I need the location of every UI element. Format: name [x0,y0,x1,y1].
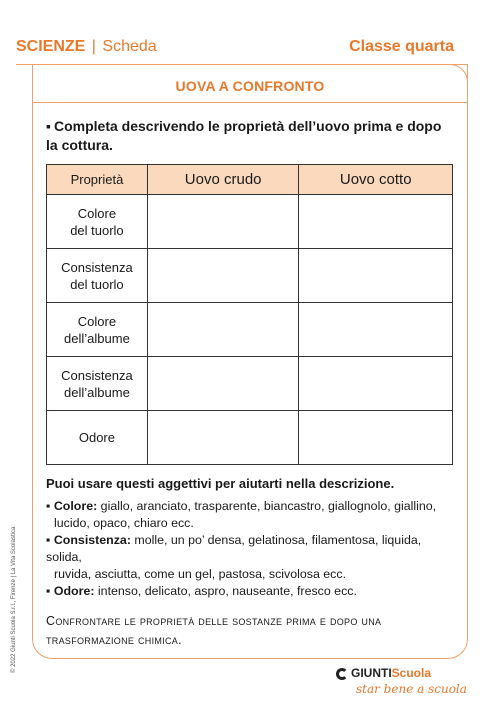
list-item-consistenza [46,532,456,566]
table-row [47,249,453,303]
header-raw-egg: Uovo crudo [147,165,299,195]
adjectives-list [46,498,456,600]
colore-line2: lucido, opaco, chiaro ecc. [54,516,194,530]
answer-cell-raw[interactable] [147,303,299,357]
bullet-icon: ▪ [46,499,54,513]
answer-cell-raw[interactable] [147,411,299,465]
consistenza-line1: molle, un po’ densa, gelatinosa, filamentosa, liquida, solida, [46,533,422,564]
copyright-note: © 2022 Giunti Scuola S.r.l., Firenze | La Vita Scolastica [11,526,17,673]
colore-line1: giallo, aranciato, trasparente, biancastro, giallognolo, giallino, [100,499,437,513]
logo-brand-name: GIUNTI [351,666,392,680]
row-label [47,357,148,411]
consistenza-label: Consistenza: [53,533,131,547]
odore-label: Odore: [53,584,95,598]
goal-line2: trasformazione chimica. [46,633,182,647]
adjectives-hint: Puoi usare questi aggettivi per aiutarti nella descrizione. [46,476,395,491]
row-label [47,249,148,303]
odore-line1: intenso, delicato, aspro, nauseante, fresco ecc. [97,584,357,598]
row-label-line1: Colore [77,313,117,329]
comparison-table [46,164,453,465]
row-label-line2: dell’albume [64,330,130,346]
row-label-line1: Consistenza [61,259,133,275]
table-row [47,195,453,249]
logo-brand-suffix: Scuola [391,666,432,680]
row-label-line1: Odore [78,430,115,445]
answer-cell-raw[interactable] [147,195,299,249]
header-subject-group [16,38,157,56]
giunti-logo [336,666,467,702]
answer-cell-cooked[interactable] [299,357,453,411]
bullet-icon: ▪ [46,533,54,547]
instruction-text: Completa descrivendo le proprietà dell’uovo prima e dopo la cottura. [46,118,442,153]
section-label: Scheda [102,38,157,55]
row-label-line2: del tuorlo [70,222,124,238]
row-label-line2: dell’albume [64,384,130,400]
table-row [47,357,453,411]
class-label: Classe quarta [349,38,454,55]
row-label-line1: Consistenza [61,367,133,383]
header-cooked-egg: Uovo cotto [299,165,453,195]
colore-label: Colore: [53,499,98,513]
subject-label: SCIENZE [16,38,86,55]
header-property: Proprietà [47,165,148,195]
giunti-g-icon [336,668,348,680]
bullet-icon: ▪ [46,118,51,134]
logo-brand [351,666,431,680]
bullet-icon: ▪ [46,584,54,598]
row-label [47,411,148,465]
answer-cell-raw[interactable] [147,249,299,303]
consistenza-line2: ruvida, asciutta, come un gel, pastosa, scivolosa ecc. [54,567,347,581]
title-rule [32,102,468,103]
answer-cell-cooked[interactable] [299,303,453,357]
worksheet-title: UOVA A CONFRONTO [175,78,325,94]
row-label [47,303,148,357]
table-header-row [47,165,453,195]
answer-cell-cooked[interactable] [299,249,453,303]
table-row [47,411,453,465]
goal-line1: Confrontare le proprietà delle sostanze prima e dopo una [46,614,382,628]
row-label-line1: Colore [77,205,117,221]
answer-cell-cooked[interactable] [299,411,453,465]
page-header [16,38,454,62]
row-label-line2: del tuorlo [70,276,124,292]
list-item-odore [46,583,456,600]
answer-cell-cooked[interactable] [299,195,453,249]
answer-cell-raw[interactable] [147,357,299,411]
list-item-colore [46,498,456,515]
instruction [46,117,446,155]
header-separator: | [91,38,96,55]
row-label [47,195,148,249]
table-row [47,303,453,357]
logo-tagline: star bene a scuola [356,682,467,696]
learning-goal [46,612,446,650]
